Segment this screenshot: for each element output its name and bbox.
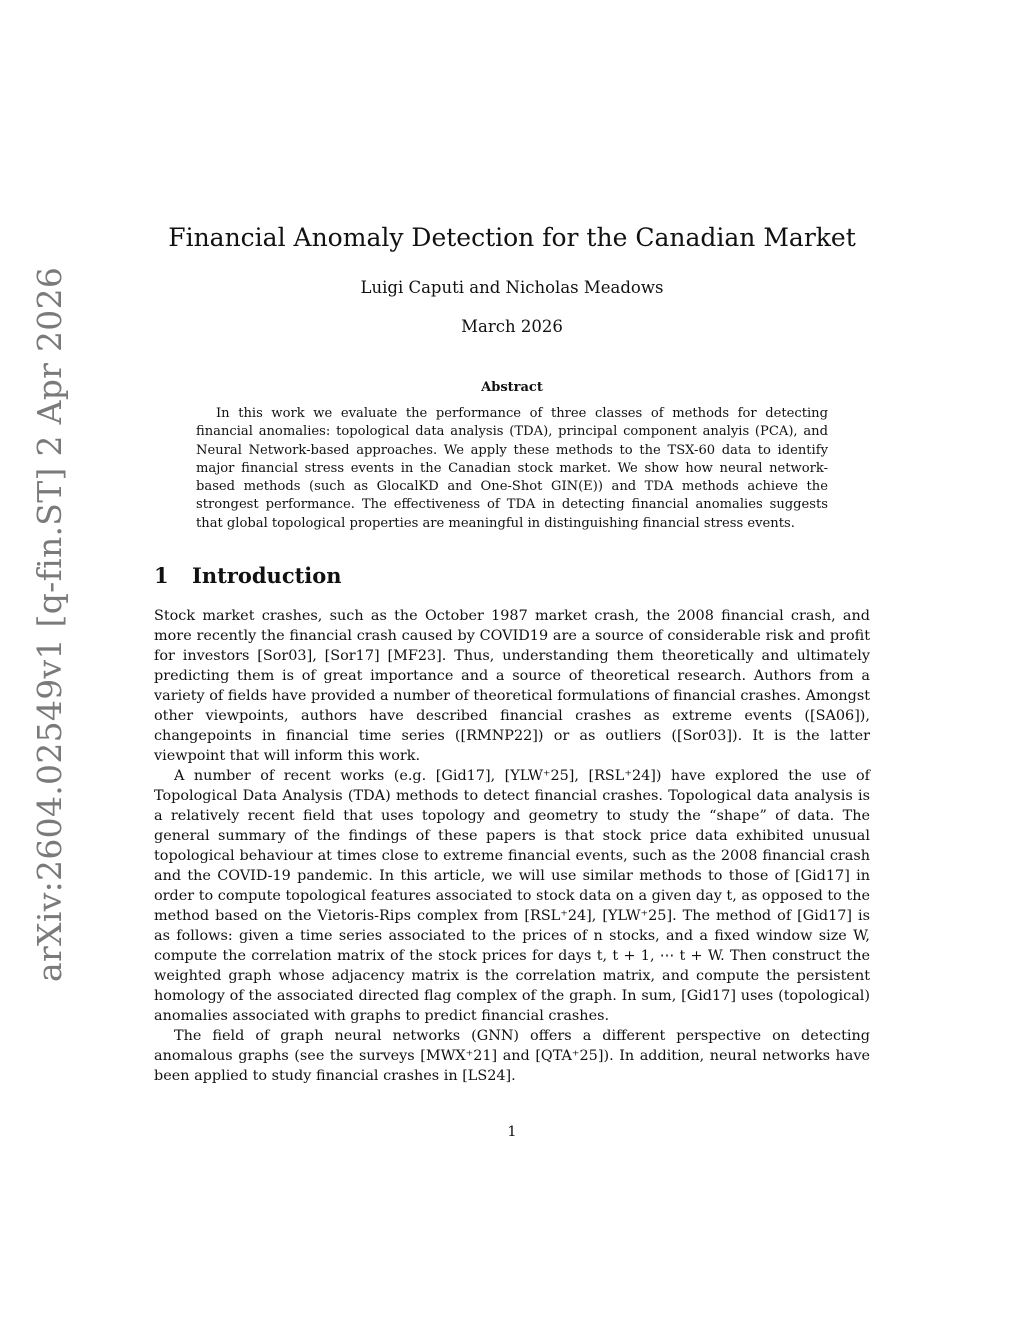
arxiv-identifier: arXiv:2604.02549v1 [q-fin.ST] 2 Apr 2026 <box>30 266 69 982</box>
paragraph: A number of recent works (e.g. [Gid17], [YLW⁺25], [RSL⁺24]) have explored the use of Topological Data Analysis (TDA) methods to detect financial crashes. Topological data analysis is a relatively recent field that uses topology and geometry to study the “shape” of data. The general summary of the findings of these papers is that stock price data exhibited unusual topological behaviour at times close to extreme financial events, such as the 2008 financial crash and the COVID-19 pandemic. In this article, we will use similar methods to those of [Gid17] in order to compute topological features associated to stock data on a given day t, as opposed to the method based on the Vietoris-Rips complex from [RSL⁺24], [YLW⁺25]. The method of [Gid17] is as follows: given a time series associated to the prices of n stocks, and a fixed window size W, compute the correlation matrix of the stock prices for days t, t + 1, ⋯ t + W. Then construct the weighted graph whose adjacency matrix is the correlation matrix, and compute the persistent homology of the associated directed flag complex of the graph. In sum, [Gid17] uses (topological) anomalies associated with graphs to predict financial crashes. <box>154 768 870 1024</box>
abstract-text: In this work we evaluate the performance of three classes of methods for detecting financial anomalies: topological data analysis (TDA), principal component analyis (PCA), and Neural Network-based approaches. We apply these methods to the TSX-60 data to identify major financial stress events in the Canadian stock market. We show how neural network-based methods (such as GlocalKD and One-Shot GIN(E)) and TDA methods achieve the strongest performance. The effectiveness of TDA in detecting financial anomalies suggests that global topological properties are meaningful in distinguishing financial stress events. <box>196 406 828 531</box>
paper-title: Financial Anomaly Detection for the Canadian Market <box>168 223 856 252</box>
section-title: Introduction <box>192 563 342 588</box>
abstract-heading: Abstract <box>481 380 543 395</box>
abstract-body <box>196 405 828 533</box>
paragraph: The field of graph neural networks (GNN) offers a different perspective on detecting anomalous graphs (see the surveys [MWX⁺21] and [QTA⁺25]). In addition, neural networks have been applied to study financial crashes in [LS24]. <box>154 1028 870 1084</box>
section-heading <box>154 561 870 591</box>
section-number: 1 <box>154 563 169 588</box>
section-body <box>154 606 870 1086</box>
paragraph: Stock market crashes, such as the October 1987 market crash, the 2008 financial crash, and more recently the financial crash caused by COVID19 are a source of considerable risk and profit for investors [Sor03], [Sor17] [MF23]. Thus, understanding them theoretically and ultimately predicting them is of great importance and a source of theoretical research. Authors from a variety of fields have provided a number of theoretical formulations of financial crashes. Amongst other viewpoints, authors have described financial crashes as extreme events ([SA06]), changepoints in financial time series ([RMNP22]) or as outliers ([Sor03]). It is the latter viewpoint that will inform this work. <box>154 608 870 764</box>
paper-date: March 2026 <box>461 317 563 336</box>
page-number: 1 <box>507 1124 517 1140</box>
paper-authors: Luigi Caputi and Nicholas Meadows <box>360 278 664 297</box>
